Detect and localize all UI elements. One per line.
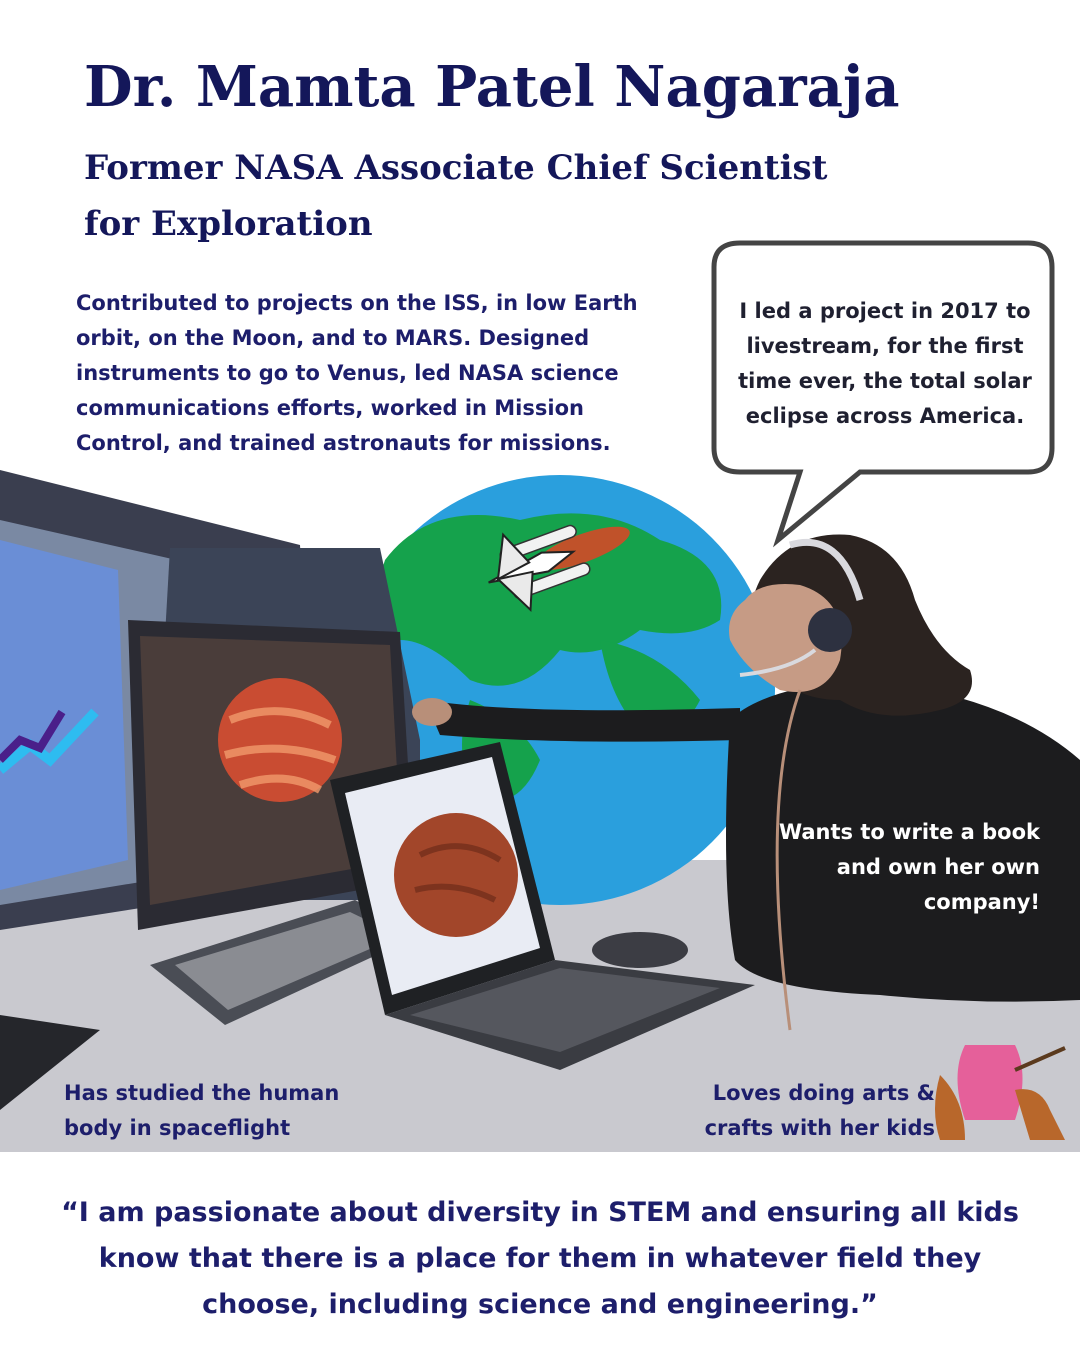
intro-text: Contributed to projects on the ISS, in low Earth orbit, on the Moon, and to MARS. Designed instruments to go to Venus, led NASA science communications efforts, worked in Mission Control, and trained astronauts for missions.	[76, 291, 638, 455]
headset-icon	[808, 608, 852, 652]
venus-planet-icon	[218, 678, 342, 802]
fact-body: Has studied the human body in spaceflight	[64, 1081, 340, 1140]
page-title: Dr. Mamta Patel Nagaraja	[84, 54, 900, 120]
mouse	[592, 932, 688, 968]
speech-bubble-text: I led a project in 2017 to livestream, for the first time ever, the total solar eclipse across America.	[738, 299, 1032, 428]
fact-company: Wants to write a book and own her own company!	[778, 820, 1040, 914]
fact-crafts: Loves doing arts & crafts with her kids	[704, 1081, 935, 1140]
page-subtitle: Former NASA Associate Chief Scientist for Exploration	[84, 148, 828, 244]
mars-planet-icon	[394, 813, 518, 937]
quote: “I am passionate about diversity in STEM and ensuring all kids know that there is a place for them in whatever field they choose, including science and engineering.”	[61, 1197, 1019, 1320]
